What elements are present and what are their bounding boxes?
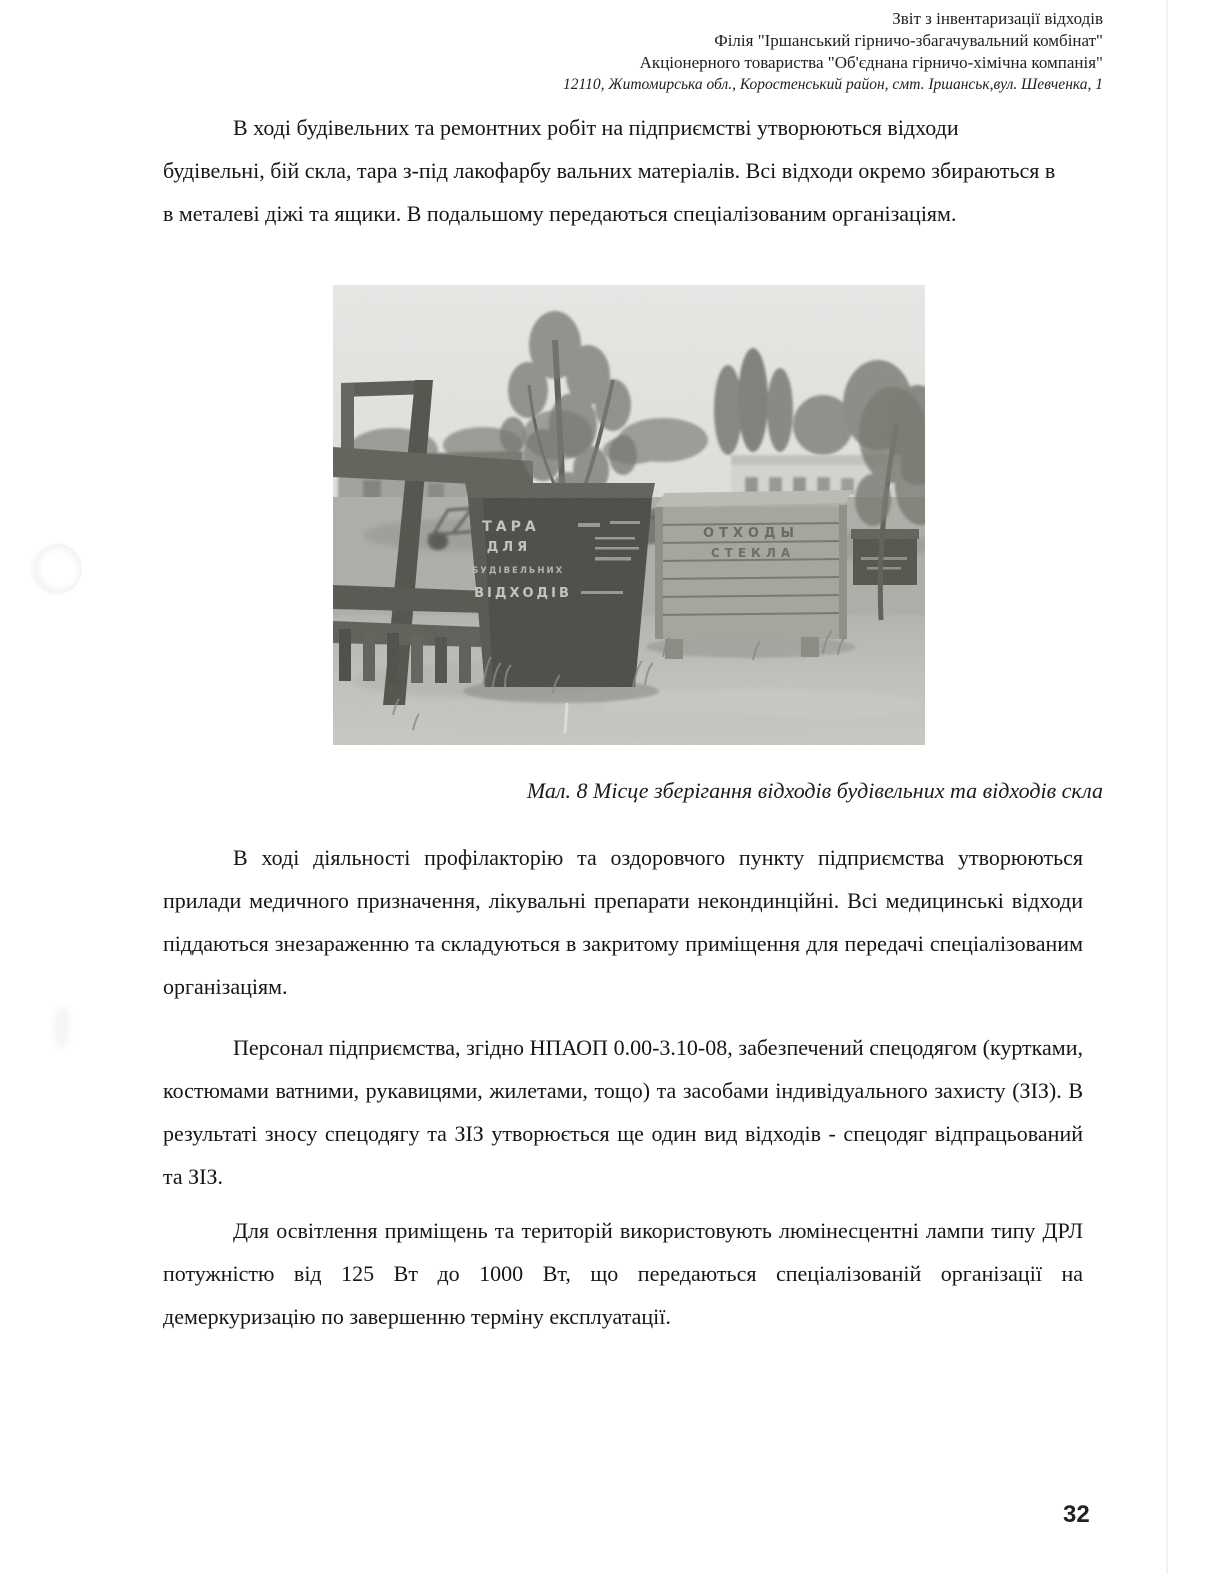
- bin-label-line2: ДЛЯ: [486, 540, 532, 555]
- scan-edge-line: [1166, 0, 1168, 1574]
- photo-canvas: [333, 285, 925, 745]
- bin-label-line1: ТАРА: [482, 519, 540, 535]
- scan-smudge-mark: [54, 1006, 70, 1048]
- photo-grain: [333, 285, 925, 745]
- document-header: [563, 8, 1103, 96]
- header-branch-name: Філія "Іршанський гірничо-збагачувальний комбінат": [714, 31, 1103, 50]
- header-company-name: Акціонерного товариства "Об'єднана гірничо-хімічна компанія": [639, 53, 1103, 72]
- paragraph-workwear-waste: Персонал підприємства, згідно НПАОП 0.00-3.10-08, забезпечений спецодягом (куртками, костюмами ватними, рукавицями, жилетами, тощо) та засобами індивідуального захисту (ЗІЗ). В результаті зносу спецодягу та ЗІЗ утворюється ще один вид відходів - спецодяг відпрацьований та ЗІЗ.: [163, 1035, 1083, 1189]
- header-address: 12110, Житомирська обл., Коростенський район, смт. Іршанськ,вул. Шевченка, 1: [563, 76, 1103, 93]
- crate-label-line1: ОТХОДЫ: [702, 526, 800, 541]
- paragraph-lamps-waste: Для освітлення приміщень та територій використовують люмінесцентні лампи типу ДРЛ потужністю від 125 Вт до 1000 Вт, що передаються спеціалізованій організації на демеркуризацію по завершенню терміну експлуатації.: [163, 1218, 1083, 1329]
- paragraph-medical-waste: В ході діяльності профілакторію та оздоровчого пункту підприємства утворюються прилади медичного призначення, лікувальні препарати некондинційні. Всі медицинські відходи піддаються знезараженню та складуються в закритому приміщення для передачі спеціалізованим організаціям.: [163, 845, 1083, 999]
- crate-label-line2: СТЕКЛА: [710, 546, 796, 560]
- paragraph-construction-waste: В ході будівельних та ремонтних робіт на підприємстві утворюються відходи будівельні, бій скла, тара з-під лакофарбу вальних матеріалів. Всі відходи окремо збираються в в металеві діжі та ящики. В подальшому передаються спеціалізованим організаціям.: [163, 115, 1056, 226]
- header-report-title: Звіт з інвентаризації відходів: [892, 9, 1103, 28]
- bin-label-line4: ВІДХОДІВ: [474, 586, 572, 601]
- page-number: 32: [1063, 1501, 1090, 1528]
- waste-storage-photo: [333, 285, 925, 745]
- hole-punch-mark: [30, 543, 82, 595]
- figure-caption: Мал. 8 Місце зберігання відходів будівельних та відходів скла: [526, 778, 1103, 803]
- bin-label-line3: БУДІВЕЛЬНИХ: [471, 566, 565, 576]
